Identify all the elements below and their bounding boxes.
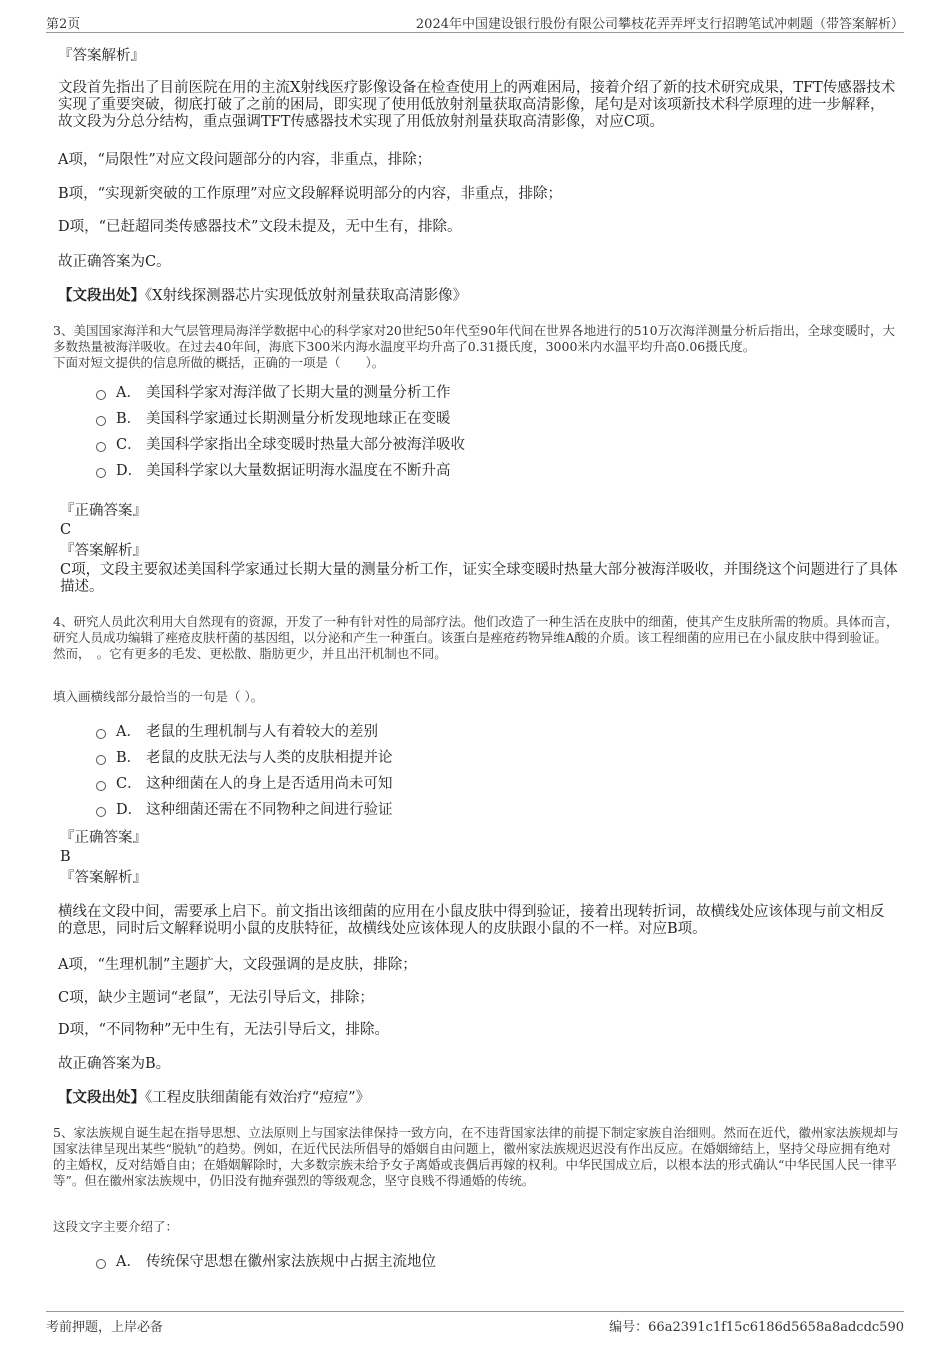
analysis-paragraph: 文段首先指出了目前医院在用的主流X射线医疗影像设备在检查使用上的两难困局，接着介绍了新的技术研究成果，TFT传感器技术实现了重要突破，彻底打破了之前的困局，即实现了使用低放射剂量获取高清影像，尾句是对该项新技术科学原理的进一步解释，故文段为分总分结构，重点强调TFT传感器技术实现了用低放射剂量获取高清影像，对应C项。 [58,80,896,130]
option-letter: C． [116,776,142,792]
question-4-answer-label: 『正确答案』 [60,830,147,846]
radio-icon[interactable] [96,390,106,400]
source-title: 《X射线探测器芯片实现低放射剂量获取高清影像》 [145,288,468,304]
question-3-answer: C [60,522,72,538]
analysis-conclusion: 故正确答案为C。 [58,254,171,270]
option-letter: D． [116,463,143,479]
option-text: 美国科学家指出全球变暖时热量大部分被海洋吸收 [146,437,465,453]
question-4-analysis-option-a: A项，“生理机制”主题扩大，文段强调的是皮肤，排除； [58,957,417,973]
option-letter: B． [116,750,142,766]
page-number: 第2页 [46,17,81,32]
option-text: 老鼠的皮肤无法与人类的皮肤相提并论 [146,750,393,766]
radio-icon[interactable] [96,807,106,817]
radio-icon[interactable] [96,416,106,426]
question-3-text: 3、美国国家海洋和大气层管理局海洋学数据中心的科学家对20世纪50年代至90年代间在世界各地进行的510万次海洋测量分析后指出，全球变暖时，大多数热量被海洋吸收。在过去40年间，海底下300米内海水温度平均升高了0.31摄氏度，3000米内水温平均升高0.06摄氏度。 [53,323,896,354]
radio-icon[interactable] [96,442,106,452]
question-4-analysis-option-c: C项，缺少主题词“老鼠”，无法引导后文，排除； [58,990,374,1006]
question-3-analysis-label: 『答案解析』 [60,543,147,559]
source-label: 【文段出处】 [58,287,145,304]
question-3-option-d[interactable] [96,461,451,481]
radio-icon[interactable] [96,468,106,478]
source-label: 【文段出处】 [58,1089,145,1106]
source-title: 《工程皮肤细菌能有效治疗“痘痘”》 [145,1090,371,1106]
question-4-prompt: 填入画横线部分最恰当的一句是（ ）。 [53,689,264,704]
question-3-option-a[interactable] [96,383,451,403]
analysis-label: 『答案解析』 [58,48,145,64]
question-3-analysis: C项，文段主要叙述美国科学家通过长期大量的测量分析工作，证实全球变暖时热量大部分被海洋吸收，并围绕这个问题进行了具体描述。 [60,562,898,595]
question-4-answer: B [60,849,71,865]
option-letter: A． [116,1254,141,1270]
radio-icon[interactable] [96,781,106,791]
question-4-analysis-option-d: D项，“不同物种”无中生有，无法引导后文，排除。 [58,1022,389,1038]
question-4-option-c[interactable] [96,774,393,794]
analysis-option-a: A项，“局限性”对应文段问题部分的内容，非重点，排除； [58,152,432,168]
option-text: 美国科学家通过长期测量分析发现地球正在变暖 [146,411,451,427]
option-letter: A． [116,385,141,401]
option-letter: A． [116,724,141,740]
source-line [58,287,896,305]
radio-icon[interactable] [96,729,106,739]
question-5-prompt: 这段文字主要介绍了： [53,1219,179,1234]
analysis-option-b: B项，“实现新突破的工作原理”对应文段解释说明部分的内容，非重点，排除； [58,186,562,202]
question-3-option-c[interactable] [96,435,465,455]
question-4-stem: 4、研究人员此次利用大自然现有的资源，开发了一种有针对性的局部疗法。他们改造了一种生活在皮肤中的细菌，使其产生皮肤所需的物质。具体而言，研究人员成功编辑了痤疮皮肤杆菌的基因组，以分泌和产生一种蛋白。该蛋白是痤疮药物异维A酸的介质。该工程细菌的应用已在小鼠皮肤中得到验证。然而， 。它有更多的毛发、更松散、脂肪更少，并且出汗机制也不同。 [53,614,899,661]
option-letter: C． [116,437,142,453]
document-id: 编号：66a2391c1f15c6186d5658a8adcdc590 [609,1320,904,1335]
page-footer [46,1311,904,1336]
question-4-analysis-label: 『答案解析』 [60,870,147,886]
option-text: 这种细菌在人的身上是否适用尚未可知 [146,776,393,792]
option-text: 老鼠的生理机制与人有着较大的差别 [146,724,378,740]
question-4-analysis-paragraph: 横线在文段中间，需要承上启下。前文指出该细菌的应用在小鼠皮肤中得到验证，接着出现转折词，故横线处应该体现与前文相反的意思，同时后文解释说明小鼠的皮肤特征，故横线处应该体现人的皮肤跟小鼠的不一样。对应B项。 [58,904,885,937]
question-3-answer-label: 『正确答案』 [60,503,147,519]
analysis-option-d: D项，“已赶超同类传感器技术”文段未提及，无中生有，排除。 [58,219,462,235]
option-letter: D． [116,802,143,818]
question-3-option-b[interactable] [96,409,451,429]
question-4-conclusion: 故正确答案为B。 [58,1056,171,1072]
question-3-stem [53,323,899,371]
question-5-stem: 5、家法族规自诞生起在指导思想、立法原则上与国家法律保持一致方向，在不违背国家法律的前提下制定家族自治细则。然而在近代，徽州家法族规却与国家法律呈现出某些“脱轨”的趋势。例如，在近代民法所倡导的婚姻自由问题上，徽州家法族规迟迟没有作出反应。在婚姻缔结上，坚持父母应拥有绝对的主婚权，反对结婚自由；在婚姻解除时，大多数宗族未给予女子离婚或丧偶后再嫁的权利。中华民国成立后，以根本法的形式确认“中华民国人民一律平等”。但在徽州家法族规中，仍旧没有抛弃强烈的等级观念，坚守良贱不得通婚的传统。 [53,1125,899,1188]
option-text: 传统保守思想在徽州家法族规中占据主流地位 [146,1254,436,1270]
option-letter: B． [116,411,142,427]
radio-icon[interactable] [96,755,106,765]
question-4-option-a[interactable] [96,722,378,742]
option-text: 美国科学家以大量数据证明海水温度在不断升高 [146,463,451,479]
question-3-prompt: 下面对短文提供的信息所做的概括，正确的一项是（ ）。 [53,355,385,370]
question-4-option-d[interactable] [96,800,393,820]
footer-slogan: 考前押题，上岸必备 [46,1320,164,1335]
question-4-source-line [58,1089,896,1107]
document-title: 2024年中国建设银行股份有限公司攀枝花弄弄坪支行招聘笔试冲刺题（带答案解析） [415,17,904,32]
question-4-option-b[interactable] [96,748,393,768]
option-text: 这种细菌还需在不同物种之间进行验证 [146,802,393,818]
question-5-option-a[interactable] [96,1252,436,1272]
option-text: 美国科学家对海洋做了长期大量的测量分析工作 [146,385,451,401]
radio-icon[interactable] [96,1259,106,1269]
